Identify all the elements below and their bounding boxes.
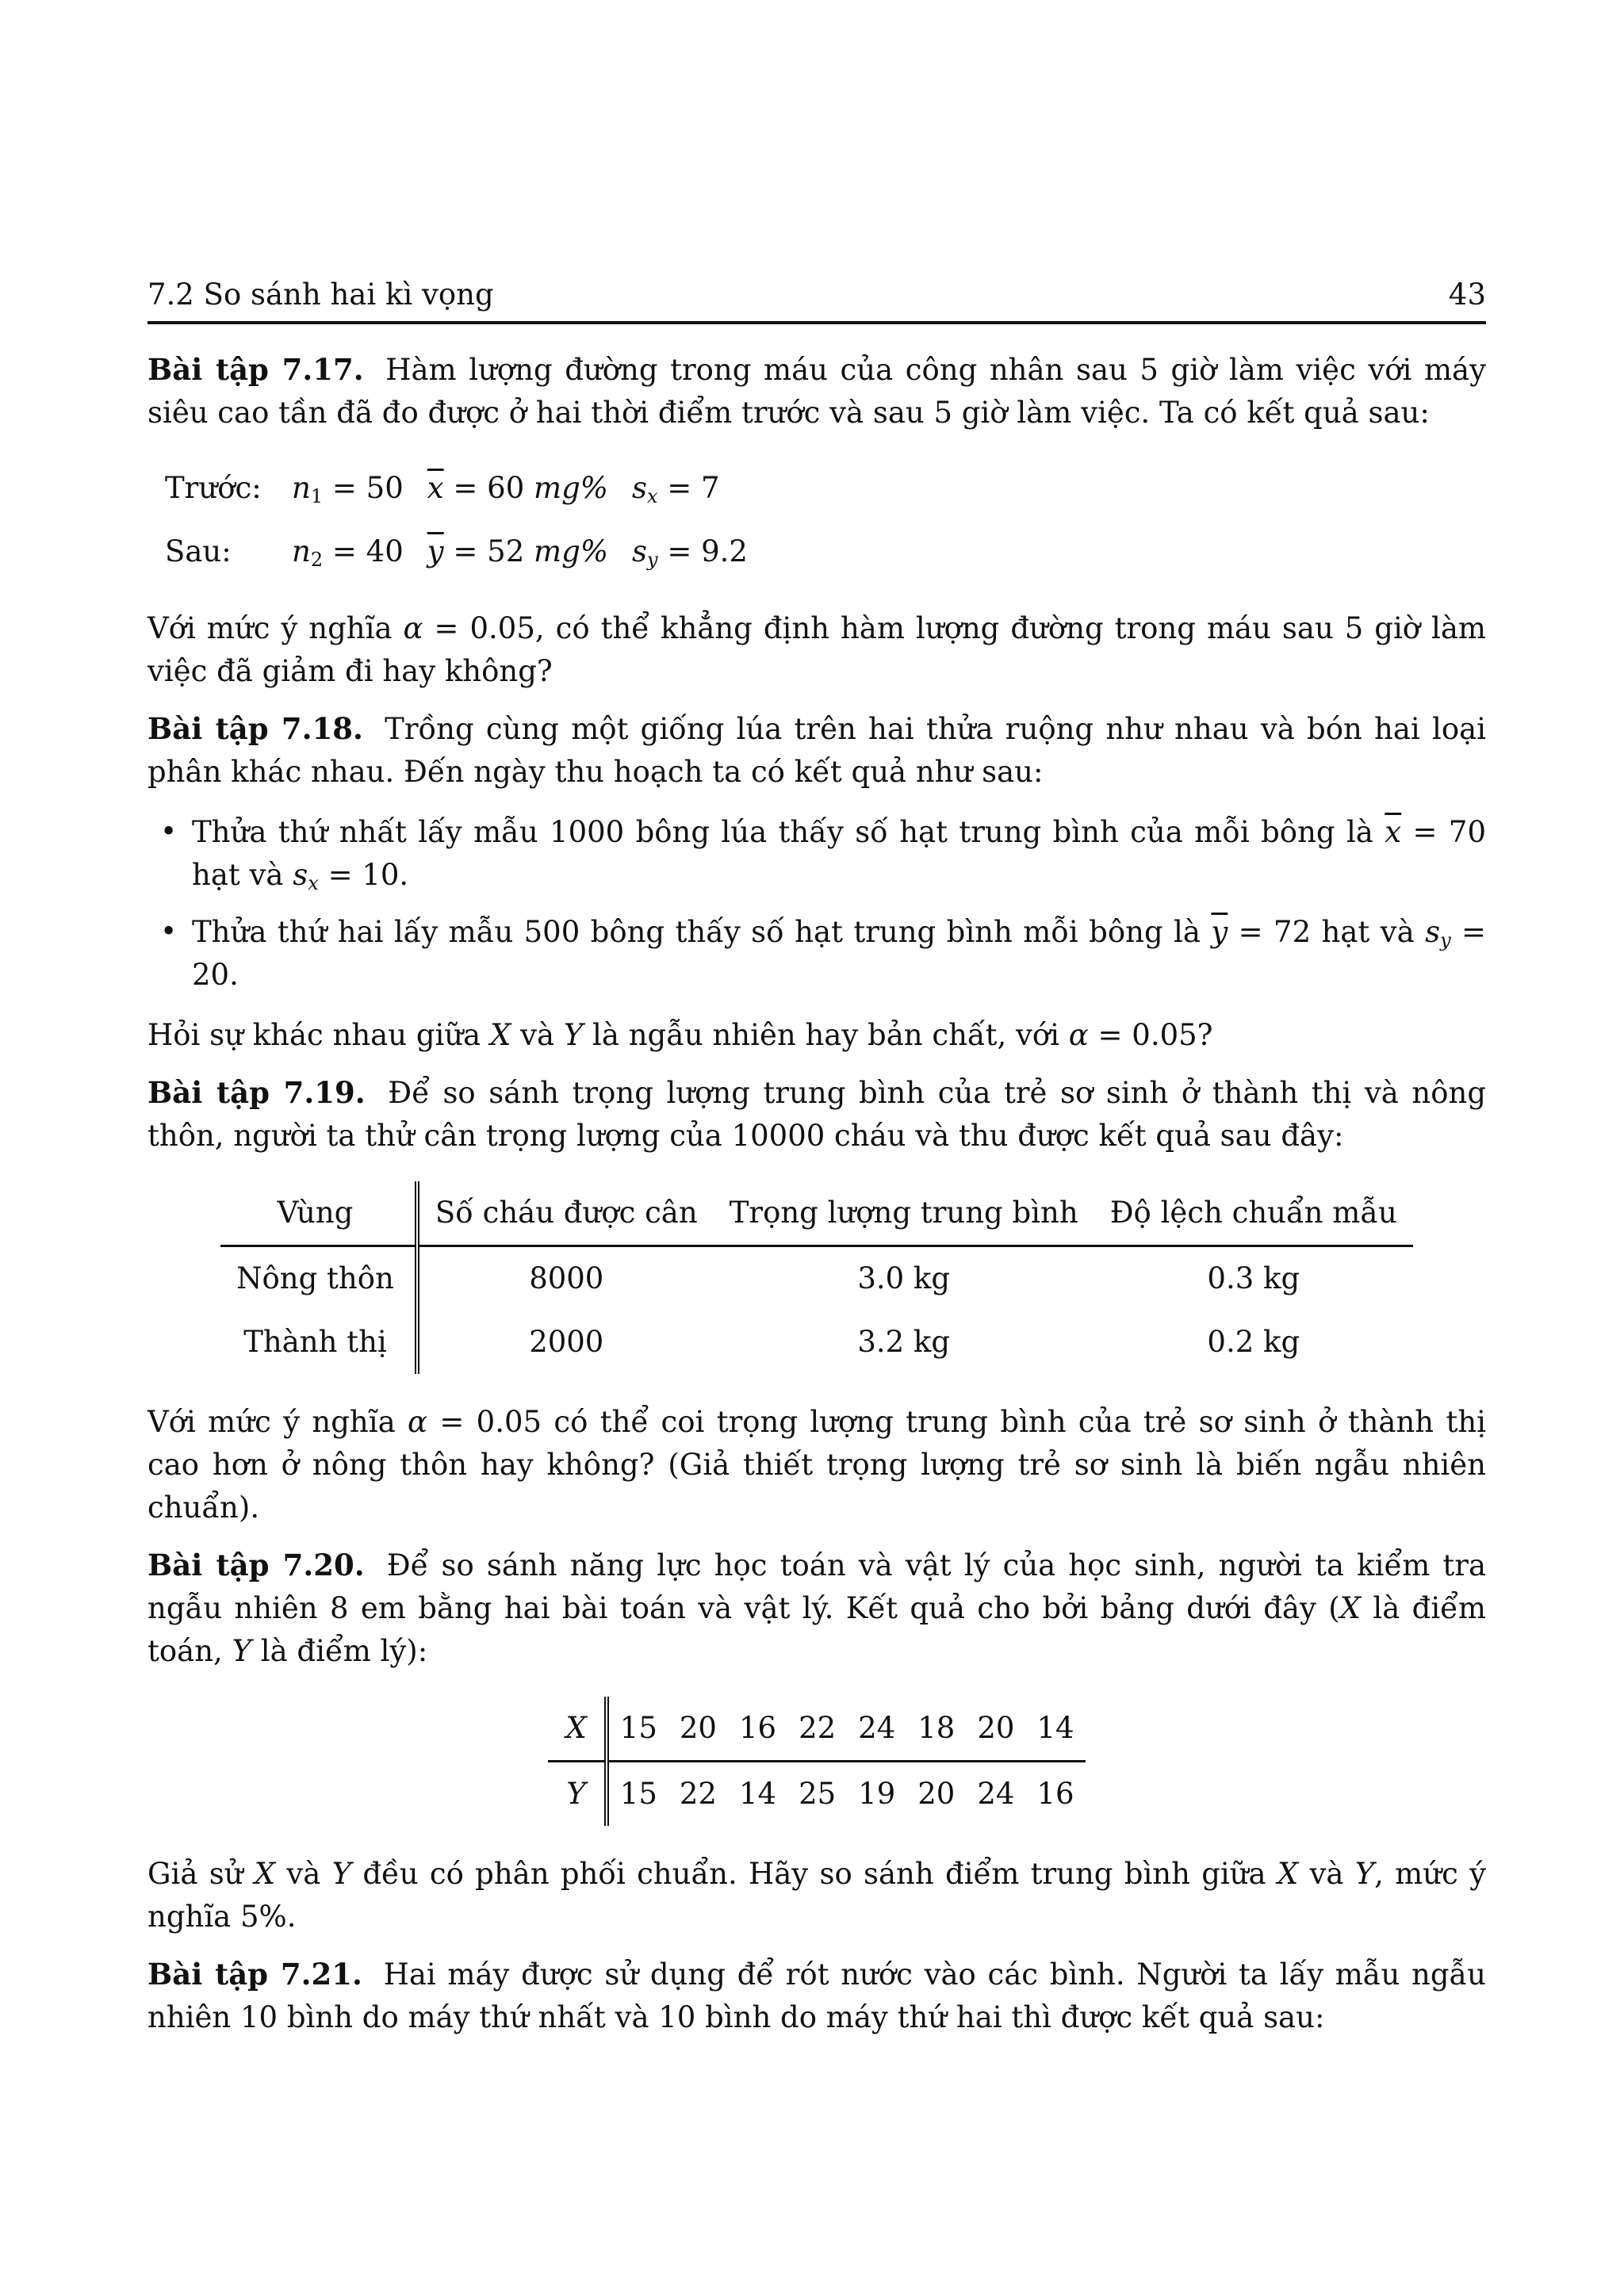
table-row: Y 15 22 14 25 19 20 24 16 bbox=[548, 1762, 1085, 1827]
bullet-list bbox=[147, 811, 1486, 997]
exercise-7-20-question: Giả sử X và Y đều có phân phối chuẩn. Hãy so sánh điểm trung bình giữa X và Y, mức ý nghĩa 5%. bbox=[147, 1857, 1486, 1934]
exercise-text: Trồng cùng một giống lúa trên hai thửa ruộng như nhau và bón hai loại phân khác nhau. Đến ngày thu hoạch ta có kết quả như sau: bbox=[147, 712, 1486, 789]
exercise-7-19-question: Với mức ý nghĩa α = 0.05 có thể coi trọng lượng trung bình của trẻ sơ sinh ở thành thị cao hơn ở nông thôn hay không? (Giả thiết trọng lượng trẻ sơ sinh là biến ngẫu nhiên chuẩn). bbox=[147, 1405, 1486, 1525]
exercise-7-18-question: Hỏi sự khác nhau giữa X và Y là ngẫu nhiên hay bản chất, với α = 0.05? bbox=[147, 1018, 1213, 1052]
column-header: Số cháu được cân bbox=[435, 1196, 698, 1230]
exercise-7-18 bbox=[147, 707, 1486, 794]
exercise-label: Bài tập 7.21. bbox=[147, 1957, 362, 1992]
column-header: Vùng bbox=[220, 1181, 417, 1246]
score-table bbox=[548, 1697, 1085, 1826]
given-row-before: Trước: $n_1 = 50$ $\overline{x} = 60$ mg% $s_x = 7$ bbox=[165, 471, 720, 507]
given-data bbox=[165, 457, 1486, 584]
list-item: • Thửa thứ nhất lấy mẫu 1000 bông lúa thấy số hạt trung bình của mỗi bông là $\overline{x} = 70$ hạt và $s_x = 10$. bbox=[192, 811, 1486, 897]
exercise-text: Để so sánh trọng lượng trung bình của trẻ sơ sinh ở thành thị và nông thôn, người ta thử cân trọng lượng của 10000 cháu và thu được kết quả sau đây: bbox=[147, 1076, 1487, 1153]
page bbox=[147, 274, 1486, 2039]
table-row: Nông thôn 8000 3.0 kg 0.3 kg bbox=[220, 1246, 1413, 1311]
exercise-7-20: Bài tập 7.20. Để so sánh năng lực học toán và vật lý của học sinh, người ta kiểm tra ngẫu nhiên 8 em bằng hai bài toán và vật lý. Kết quả cho bởi bảng dưới đây (X là điểm toán, Y là điểm lý): bbox=[147, 1548, 1487, 1668]
table-row: Thành thị 2000 3.2 kg 0.2 kg bbox=[220, 1311, 1413, 1374]
exercise-7-17 bbox=[147, 348, 1486, 434]
table-header-row bbox=[220, 1181, 1413, 1246]
running-header bbox=[147, 274, 1486, 324]
weight-table bbox=[220, 1181, 1413, 1374]
exercise-label: Bài tập 7.17. bbox=[147, 352, 364, 387]
column-header: Độ lệch chuẩn mẫu bbox=[1109, 1196, 1397, 1230]
exercise-7-19 bbox=[147, 1071, 1486, 1158]
exercise-7-17-question: Với mức ý nghĩa α = 0.05, có thể khẳng định hàm lượng đường trong máu sau 5 giờ làm việc đã giảm đi hay không? bbox=[147, 611, 1487, 688]
exercise-label: Bài tập 7.18. bbox=[147, 711, 363, 746]
exercise-text: Hàm lượng đường trong máu của công nhân sau 5 giờ làm việc với máy siêu cao tần đã đo được ở hai thời điểm trước và sau 5 giờ làm việc. Ta có kết quả sau: bbox=[147, 353, 1486, 430]
column-header: Trọng lượng trung bình bbox=[729, 1196, 1078, 1230]
list-item: • Thửa thứ hai lấy mẫu 500 bông thấy số hạt trung bình mỗi bông là $\overline{y} = 72$ hạt và $s_y = 20$. bbox=[192, 911, 1486, 997]
table-row: X 15 20 16 22 24 18 20 14 bbox=[548, 1697, 1085, 1762]
page-number: 43 bbox=[1448, 277, 1486, 312]
given-row-after: Sau: $n_2 = 40$ $\overline{y} = 52$ mg% $s_y = 9.2$ bbox=[165, 534, 748, 571]
section-title: 7.2 So sánh hai kì vọng bbox=[147, 277, 494, 312]
exercise-text: Hai máy được sử dụng để rót nước vào các bình. Người ta lấy mẫu ngẫu nhiên 10 bình do máy thứ nhất và 10 bình do máy thứ hai thì được kết quả sau: bbox=[147, 1957, 1487, 2034]
exercise-label: Bài tập 7.19. bbox=[147, 1075, 366, 1110]
exercise-7-21 bbox=[147, 1953, 1486, 2039]
exercise-label: Bài tập 7.20. bbox=[147, 1548, 365, 1582]
